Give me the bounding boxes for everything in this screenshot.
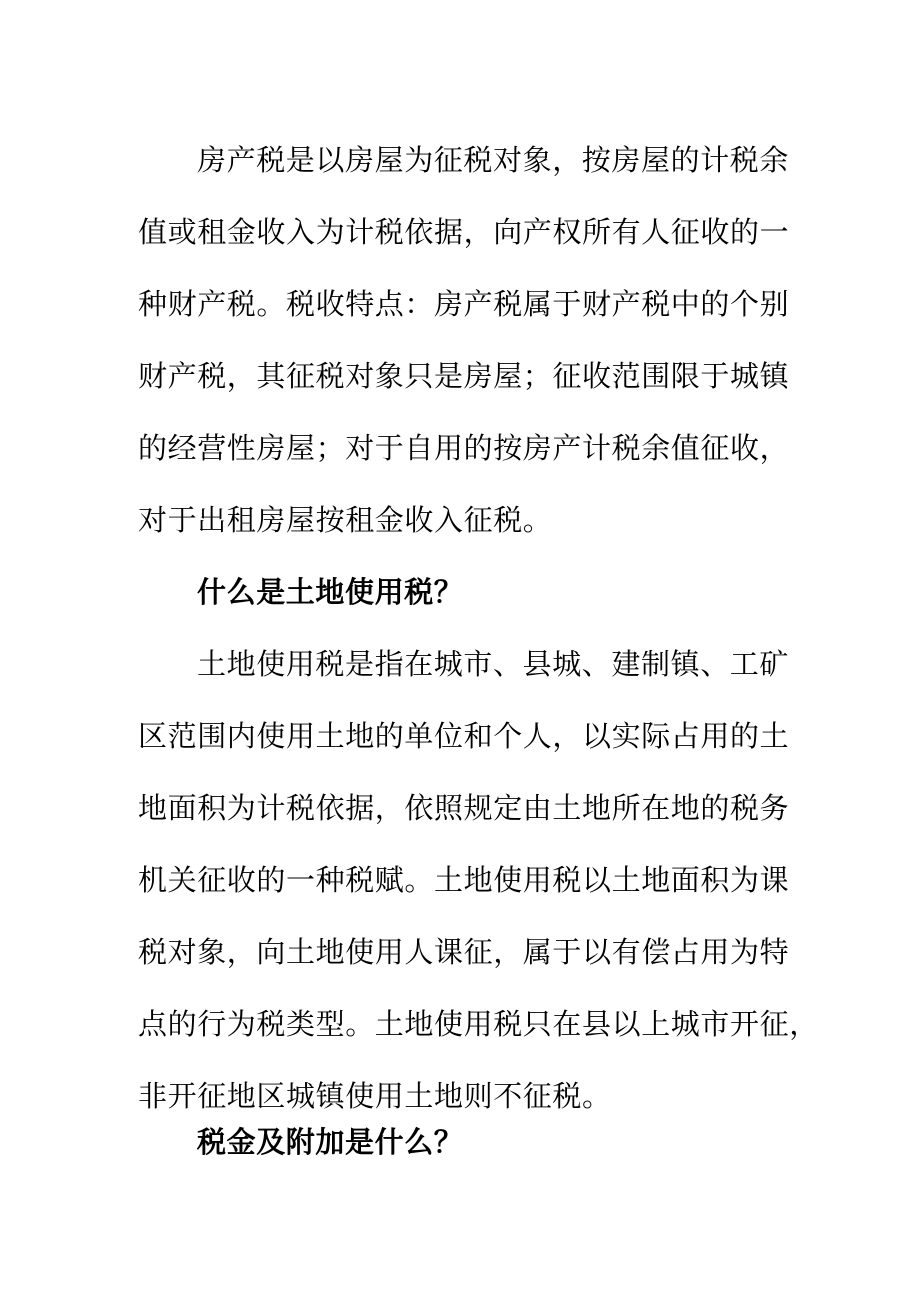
paragraph-2-line-1: 土地使用税是指在城市、县城、建制镇、工矿 <box>197 647 790 681</box>
paragraph-2-line-6: 点的行为税类型。土地使用税只在县以上城市开征， <box>138 1007 819 1041</box>
paragraph-2-line-2: 区范围内使用土地的单位和个人，以实际占用的土 <box>138 719 790 753</box>
paragraph-1-line-1: 房产税是以房屋为征税对象，按房屋的计税余 <box>197 143 790 177</box>
paragraph-1-line-5: 的经营性房屋；对于自用的按房产计税余值征收， <box>138 431 790 465</box>
paragraph-1-line-3: 种财产税。税收特点：房产税属于财产税中的个别 <box>138 287 790 321</box>
paragraph-2-line-7: 非开征地区城镇使用土地则不征税。 <box>138 1079 612 1113</box>
paragraph-1-line-4: 财产税，其征税对象只是房屋；征收范围限于城镇 <box>138 359 790 393</box>
heading-land-use-tax: 什么是土地使用税？ <box>197 575 464 609</box>
paragraph-1-line-6: 对于出租房屋按租金收入征税。 <box>138 503 553 537</box>
paragraph-2-line-4: 机关征收的一种税赋。土地使用税以土地面积为课 <box>138 863 790 897</box>
paragraph-2-line-5: 税对象，向土地使用人课征，属于以有偿占用为特 <box>138 935 790 969</box>
paragraph-2-line-3: 地面积为计税依据，依照规定由土地所在地的税务 <box>138 791 790 825</box>
heading-taxes-and-surcharges: 税金及附加是什么？ <box>197 1125 464 1159</box>
paragraph-1-line-2: 值或租金收入为计税依据，向产权所有人征收的一 <box>138 215 790 249</box>
